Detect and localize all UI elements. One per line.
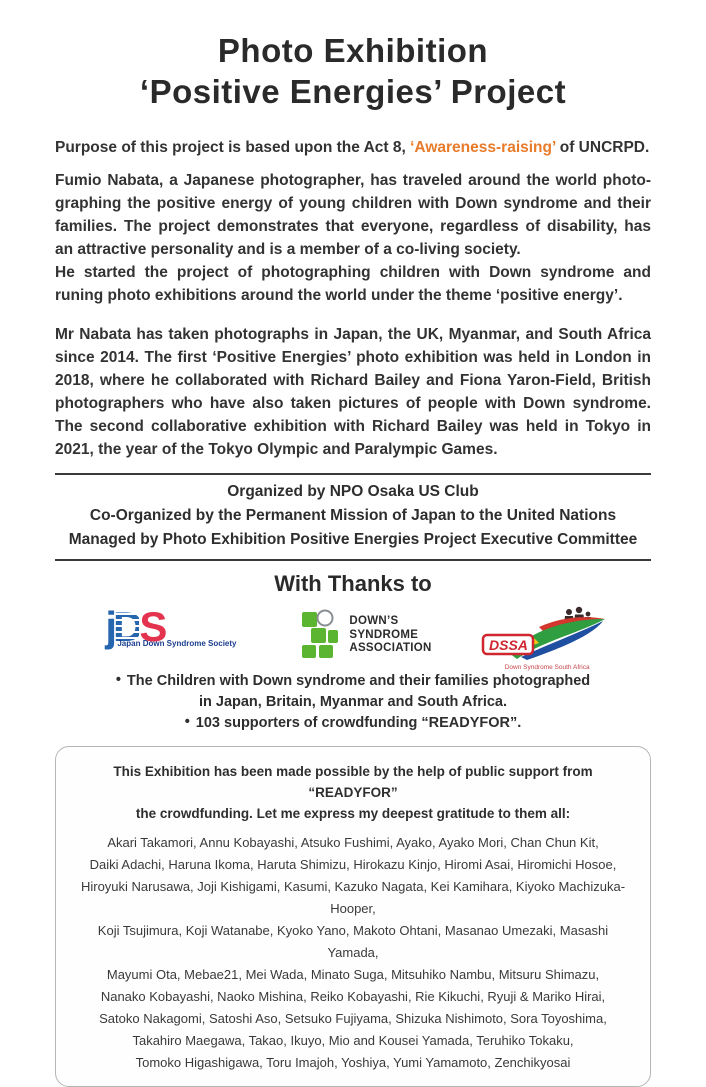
purpose-prefix: Purpose of this project is based upon the Act 8, — [55, 139, 411, 156]
bullet-families-line1 — [0, 671, 706, 692]
text-line: 2018, where he collaborated with Richard Bailey and Fiona Yaron-Field, British — [55, 372, 651, 389]
bullet-supporters — [0, 713, 706, 734]
text-line: runing photo exhibitions around the world under the theme ‘positive energy’. — [55, 287, 623, 304]
gratitude-intro-line1: This Exhibition has been made possible by the help of public support from “READYFOR” — [113, 764, 593, 800]
managed-by: Managed by Photo Exhibition Positive Energies Project Executive Committee — [68, 531, 638, 548]
organized-by: Organized by NPO Osaka US Club — [227, 483, 479, 500]
dssa-acronym: DSSA — [489, 637, 529, 653]
jds-letter-j: j — [105, 603, 114, 650]
text-line: Nanako Kobayashi, Naoko Mishina, Reiko Kobayashi, Rie Kikuchi, Ryuji & Mariko Hirai, — [100, 989, 606, 1004]
dsa-name-line2: SYNDROME — [349, 628, 419, 641]
purpose-highlight: ‘Awareness-raising’ — [410, 139, 556, 156]
jds-letter-s: S — [139, 603, 164, 650]
text-line: Fumio Nabata, a Japanese photographer, has traveled around the world photo- — [55, 172, 651, 189]
text-line: Mr Nabata has taken photographs in Japan, the UK, Myanmar, and South Africa — [55, 326, 651, 343]
gratitude-box — [55, 746, 651, 1087]
bullet-families-text: The Children with Down syndrome and their families photographed — [126, 673, 591, 689]
thanks-bullets — [0, 671, 706, 734]
bullet-dot-icon: • — [184, 714, 190, 730]
history-paragraph — [55, 323, 651, 461]
intro-paragraph — [55, 169, 651, 307]
text-line: Takahiro Maegawa, Takao, Ikuyo, Mio and Kousei Yamada, Teruhiko Tokaku, — [132, 1033, 574, 1048]
text-line: families. The project demonstrates that everyone, regardless of disability, has — [55, 218, 651, 235]
co-organized-by: Co-Organized by the Permanent Mission of Japan to the United Nations — [89, 507, 617, 524]
text-line: Tomoko Higashigawa, Toru Imajoh, Yoshiya, Yumi Yamamoto, Zenchikyosai — [135, 1055, 571, 1070]
bullet-dot-icon: • — [115, 672, 121, 688]
dssa-swoosh-icon — [481, 637, 613, 665]
gratitude-intro-line2: the crowdfunding. Let me express my deepest gratitude to them all: — [135, 806, 571, 821]
text-line: photographers who have also taken pictures of people with Down syndrome. — [55, 395, 651, 412]
jds-letter-d: D — [113, 603, 140, 650]
organizers-block — [55, 473, 651, 561]
divider-bottom — [55, 559, 651, 561]
jds-caption: Japan Down Syndrome Society — [117, 639, 237, 648]
text-line: Daiki Adachi, Haruna Ikoma, Haruta Shimizu, Hirokazu Kinjo, Hiromi Asai, Hiromichi Hosoe, — [89, 857, 617, 872]
text-line: The second collaborative exhibition with Richard Bailey was held in Tokyo in — [55, 418, 651, 435]
dsa-figure-icon — [299, 609, 343, 666]
purpose-suffix: of UNCRPD. — [555, 139, 650, 156]
bullet-families-line2: in Japan, Britain, Myanmar and South Africa. — [198, 694, 508, 710]
supporter-names-list — [74, 832, 632, 1074]
title-line1: Photo Exhibition — [217, 32, 489, 69]
text-line: graphing the positive energy of young children with Down syndrome and their — [55, 195, 651, 212]
purpose-statement — [55, 136, 651, 159]
text-line: Hiroyuki Narusawa, Joji Kishigami, Kasumi, Kazuko Nagata, Kei Kamihara, Kiyoko Machizuka-Hooper, — [80, 879, 626, 916]
sponsor-logos — [40, 603, 666, 671]
dsa-name-line1: DOWN’S — [349, 615, 399, 627]
thanks-heading: With Thanks to — [274, 571, 432, 596]
page-title — [0, 30, 706, 112]
dsa-logo — [299, 605, 431, 666]
text-line: Akari Takamori, Annu Kobayashi, Atsuko Fushimi, Ayako, Ayako Mori, Chan Chun Kit, — [107, 835, 599, 850]
text-line: 2021, the year of the Tokyo Olympic and Paralympic Games. — [55, 441, 498, 458]
dssa-logo — [480, 605, 615, 671]
bullet-supporters-text: 103 supporters of crowdfunding “READYFOR”. — [195, 715, 522, 731]
title-line2: ‘Positive Energies’ Project — [139, 73, 567, 110]
jds-logo — [91, 605, 251, 648]
text-line: Satoko Nakagomi, Satoshi Aso, Setsuko Fujiyama, Shizuka Nishimoto, Sora Toyoshima, — [99, 1011, 607, 1026]
text-line: Mayumi Ota, Mebae21, Mei Wada, Minato Suga, Mitsuhiko Nambu, Mitsuru Shimazu, — [106, 967, 600, 982]
dsa-name-line3: ASSOCIATION — [349, 642, 432, 654]
text-line: an attractive personality and is a member of a co-living society. — [55, 241, 521, 258]
dssa-caption: Down Syndrome South Africa — [504, 664, 590, 671]
text-line: He started the project of photographing children with Down syndrome and — [55, 264, 651, 281]
text-line: since 2014. The first ‘Positive Energies’ photo exhibition was held in London in — [55, 349, 651, 366]
text-line: Koji Tsujimura, Koji Watanabe, Kyoko Yano, Makoto Ohtani, Masanao Umezaki, Masashi Yamada, — [97, 923, 609, 960]
